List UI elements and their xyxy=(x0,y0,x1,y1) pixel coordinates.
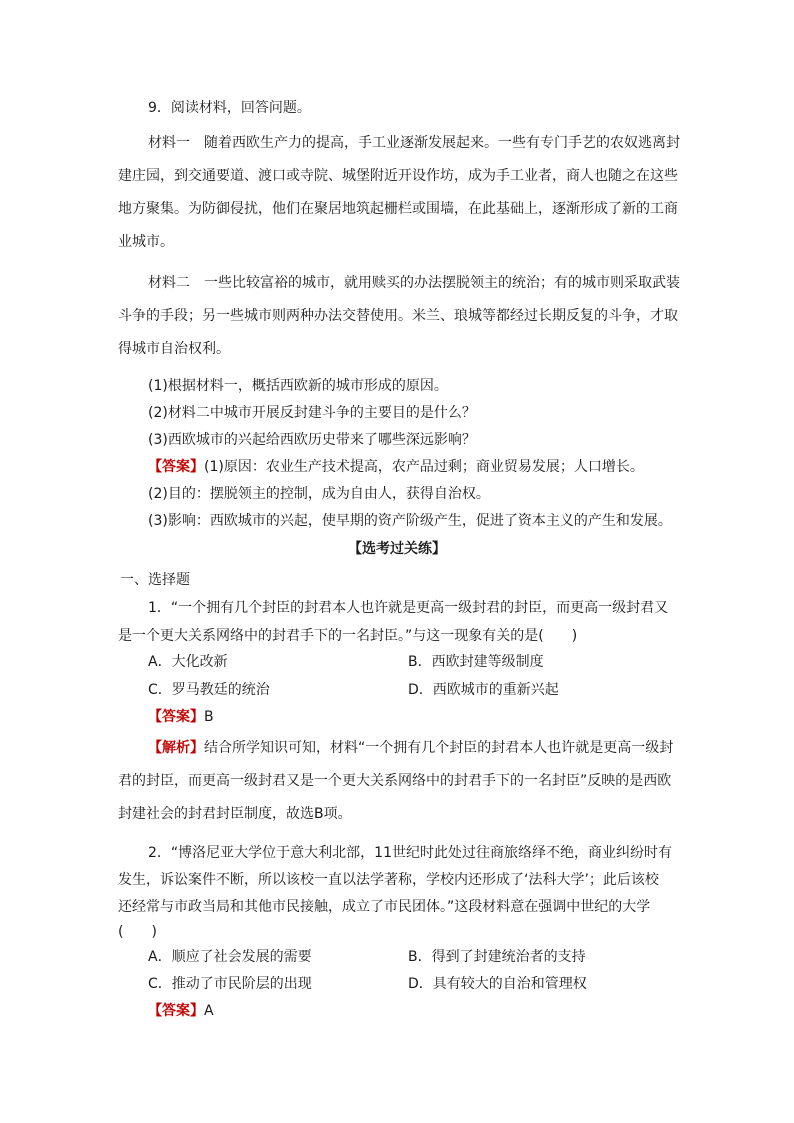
q2-option-a: A．顺应了社会发展的需要 xyxy=(148,949,312,965)
q1-stem-line: 1．“一个拥有几个封臣的封君本人也许就是更高一级封君的封臣，而更高一级封君又 xyxy=(148,600,669,616)
q1-option-d: D．西欧城市的重新兴起 xyxy=(408,682,559,698)
answer-line xyxy=(148,457,644,477)
analysis-tag: 【解析】 xyxy=(148,740,204,756)
q1-stem-line: 是一个更大关系网络中的封君手下的一名封臣。”与这一现象有关的是( ) xyxy=(118,628,578,644)
q2-stem-line: ( ) xyxy=(118,924,157,940)
material-1-line: 建庄园，到交通要道、渡口或寺院、城堡附近开设作坊，成为手工业者，商人也随之在这些 xyxy=(118,168,678,184)
question-1: (1)根据材料一，概括西欧新的城市形成的原因。 xyxy=(148,378,448,394)
q2-stem-line: 2．“博洛尼亚大学位于意大利北部，11世纪时此处过往商旅络绎不绝，商业纠纷时有 xyxy=(148,845,672,861)
analysis-text: 结合所学知识可知，材料“一个拥有几个封臣的封君本人也许就是更高一级封 xyxy=(204,740,674,756)
question-3: (3)西欧城市的兴起给西欧历史带来了哪些深远影响？ xyxy=(148,432,476,448)
material-2-line: 得城市自治权利。 xyxy=(118,341,230,357)
q1-answer xyxy=(148,707,214,727)
q2-stem-line: 发生，诉讼案件不断，所以该校一直以法学著称，学校内还形成了‘法科大学’；此后该校 xyxy=(118,872,659,888)
answer-tag: 【答案】 xyxy=(148,459,204,475)
answer-value: A xyxy=(204,1003,214,1019)
material-2-line: 材料二 一些比较富裕的城市，就用赎买的办法摆脱领主的统治；有的城市则采取武装 xyxy=(148,275,680,291)
material-1-line: 地方聚集。为防御侵扰，他们在聚居地筑起栅栏或围墙，在此基础上，逐渐形成了新的工商 xyxy=(118,201,678,217)
material-1-line: 业城市。 xyxy=(118,234,174,250)
answer-value: B xyxy=(204,709,214,725)
section-title: 【选考过关练】 xyxy=(348,541,446,557)
q9-prompt: 9．阅读材料，回答问题。 xyxy=(148,100,311,116)
q1-analysis-line: 君的封臣，而更高一级封君又是一个更大关系网络中的封君手下的一名封臣”反映的是西欧 xyxy=(118,773,672,789)
answer-line: (3)影响：西欧城市的兴起，使早期的资产阶级产生，促进了资本主义的产生和发展。 xyxy=(148,513,672,529)
answer-line: (2)目的：摆脱领主的控制，成为自由人，获得自治权。 xyxy=(148,486,490,502)
answer-text: (1)原因：农业生产技术提高，农产品过剩；商业贸易发展；人口增长。 xyxy=(204,459,644,475)
q1-option-a: A．大化改新 xyxy=(148,654,228,670)
question-2: (2)材料二中城市开展反封建斗争的主要目的是什么？ xyxy=(148,405,476,421)
q2-option-c: C．推动了市民阶层的出现 xyxy=(148,976,312,992)
q1-analysis-line: 封建社会的封君封臣制度，故选B项。 xyxy=(118,806,352,822)
q2-option-b: B．得到了封建统治者的支持 xyxy=(408,949,586,965)
q1-option-c: C．罗马教廷的统治 xyxy=(148,682,270,698)
material-2-line: 斗争的手段；另一些城市则两种办法交替使用。米兰、琅城等都经过长期反复的斗争，才取 xyxy=(118,308,678,324)
q2-answer xyxy=(148,1001,214,1021)
part-title: 一、选择题 xyxy=(120,572,190,588)
q1-analysis-line xyxy=(148,738,673,758)
material-1-line: 材料一 随着西欧生产力的提高，手工业逐渐发展起来。一些有专门手艺的农奴逃离封 xyxy=(148,135,680,151)
answer-tag: 【答案】 xyxy=(148,709,204,725)
q1-option-b: B．西欧封建等级制度 xyxy=(408,654,544,670)
q2-stem-line: 还经常与市政当局和其他市民接触，成立了市民团体。”这段材料意在强调中世纪的大学 xyxy=(118,899,651,915)
answer-tag: 【答案】 xyxy=(148,1003,204,1019)
q2-option-d: D．具有较大的自治和管理权 xyxy=(408,976,587,992)
